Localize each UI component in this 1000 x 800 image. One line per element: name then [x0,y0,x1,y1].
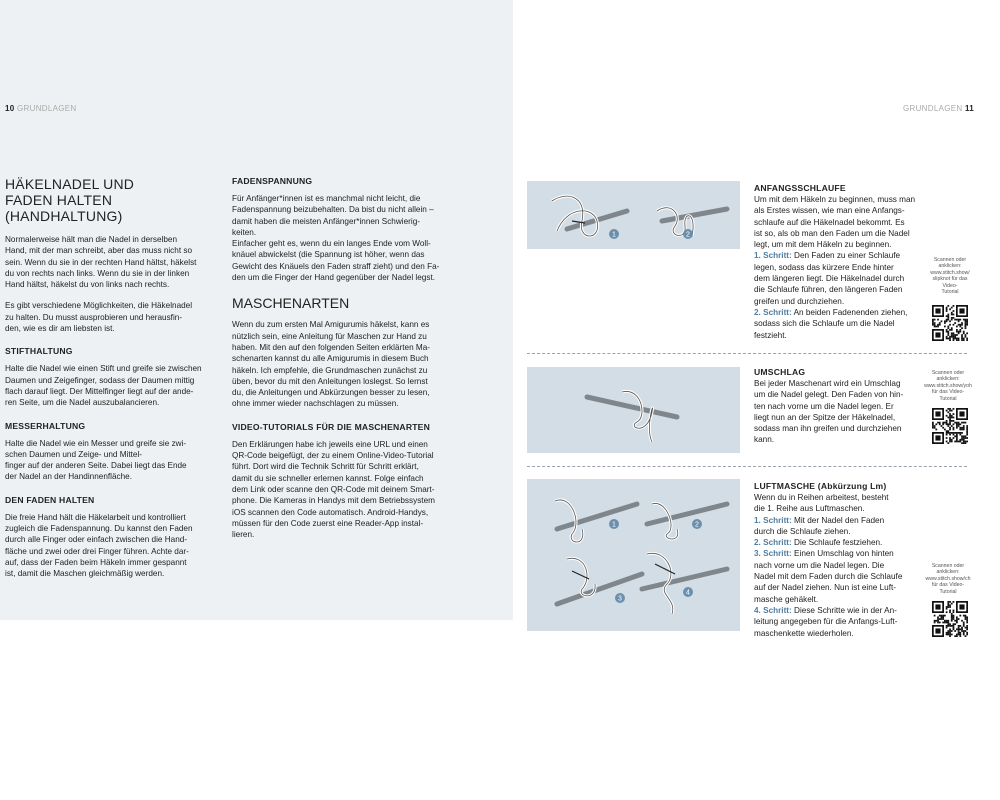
text-line: damit haben die meisten Anfänger*innen Schwierig- [232,216,420,226]
text-line: ten nach vorne um die Nadel legen. Er [754,401,894,411]
text-line: schlaufe auf die Häkelnadel bekommt. Es [754,217,905,227]
anfangsschlaufe-heading: ANFANGSSCHLAUFE [754,183,846,193]
text-line: ist, damit die Maschen gleichmäßig werden. [5,569,165,579]
text-line: dem längeren liegt. Die Häkelnadel durch [754,274,905,284]
text-line: iOS scannen den Code automatisch. Android-Handys, [232,507,429,517]
text-line: für das Video-Tutorial [931,582,965,595]
text-line: slipknot für das Video- [932,276,968,289]
paragraph [924,563,972,595]
text-line: nützlich sein, eine Anleitung für Maschen zur Hand zu [232,331,427,341]
page-title: HÄKELNADEL UND FADEN HALTEN (HANDHALTUNG) [5,176,135,224]
paragraph [5,363,220,408]
paragraph [924,370,972,402]
step-label: 1. Schritt: [754,515,792,525]
text-line: schen Daumen und Zeige- und Mittel- [5,449,142,459]
text-line: Wenn du zum ersten Mal Amigurumis häkelst, kann es [232,320,430,330]
messerhaltung-text [5,438,220,483]
paragraph [232,193,462,283]
text-line: für das Video-Tutorial [931,389,965,402]
left-folio [5,104,76,113]
anfangsschlaufe-section [754,183,929,341]
yarn-over-drawing [527,367,740,453]
messerhaltung-heading: MESSERHALTUNG [5,420,86,431]
text-line: sein. Wenn du sie in der rechten Hand hältst, häkelst [5,257,197,267]
text-line: finger auf der anderen Seite. Dabei liegt das Ende [5,461,187,471]
text-line: den, wie es dir am liebsten ist. [5,324,115,334]
step-label: 2. Schritt: [754,307,792,317]
qr-code-ch[interactable] [932,601,968,637]
paragraph [232,439,462,541]
umschlag-text [754,378,929,446]
svg-text:2: 2 [686,231,690,239]
text-line: masche gehäkelt. [754,594,819,604]
text-line: Einfacher geht es, wenn du ein langes Ende vom Woll- [232,239,431,249]
text-line: Normalerweise hält man die Nadel in derselben [5,235,178,244]
step-badge-2 [692,519,702,531]
text-line: Daumen und Zeigefinger, sodass der Daumen mittig [5,375,195,385]
text-line: fläche und zwei oder drei Finger führen. Achte dar- [5,546,189,556]
section-divider-2 [527,466,967,467]
text-line: Nadel mit dem Faden durch die Schlaufe [754,572,903,582]
text-line: um die Nadel gelegt. Den Faden von hin- [754,390,904,400]
text-line: Bei jeder Maschenart wird ein Umschlag [754,379,901,388]
text-line: du von rechts nach links. Wenn du sie in der linken [5,268,190,278]
text-line: sodass sich die Schlaufe um die Nadel [754,319,895,329]
text-line: keiten. [232,227,257,237]
step-label: 1. Schritt: [754,251,792,261]
anfangsschlaufe-illustration [527,181,740,249]
text-line: legt, um mit dem Häkeln zu beginnen. [754,240,892,250]
text-line: die Schlaufe führen, den längeren Faden [754,285,903,295]
text-line: greifen und durchziehen. [754,296,845,306]
text-line: ist so, als ob man den Faden um die Nadel [754,228,910,238]
text-line: schenarten kannst du alle Amigurumis in diesem Buch [232,354,429,364]
umschlag-heading: UMSCHLAG [754,367,806,377]
text-line: Halte die Nadel wie ein Messer und greife sie zwi- [5,438,187,448]
paragraph [5,234,220,290]
text-line: als Erstes wissen, wie man eine Anfangs- [754,206,905,216]
step-badge-1 [609,519,619,531]
right-page-number: 11 [964,104,975,113]
text-line: Um mit dem Häkeln zu beginnen, muss man [754,195,916,204]
text-line: flach darauf liegt. Der Mittelfinger liegt auf der ande- [5,386,194,396]
text-line: Die Schlaufe festziehen. [791,538,883,548]
luftmasche-section [754,481,929,639]
text-line: www.stitch.show/yoh [924,382,972,389]
text-line: Scannen oder anklicken: [931,563,965,576]
paragraph [5,512,220,580]
left-page-number: 10 [5,104,15,113]
text-line: Den Erklärungen habe ich jeweils eine URL und einen [232,439,428,449]
text-line: Den Faden zu einer Schlaufe [791,251,901,261]
chain-stitch-drawing [527,479,740,631]
text-line: Einen Umschlag von hinten [791,549,894,559]
slipknot-drawing [527,181,740,249]
text-line: auf, dass der Faden beim Häkeln immer gespannt [5,557,187,567]
text-line: An beiden Fadenenden ziehen, [791,307,908,317]
svg-text:1: 1 [612,521,616,529]
step-badge-1 [609,229,619,241]
text-line: den um die Finger der Hand gegenüber der Nadel legst. [232,273,435,283]
step-label: 2. Schritt: [754,538,792,548]
paragraph [754,492,929,639]
text-line: phone. Die Kameras in Handys mit dem Betriebssystem [232,496,435,506]
text-line: Gewicht des Knäuels den Faden straff zieht) und den Fa- [232,261,440,271]
luftmasche-text [754,492,929,639]
text-line: Wenn du in Reihen arbeitest, besteht [754,493,889,502]
right-running-head: GRUNDLAGEN [903,104,963,113]
step-badge-3 [615,593,625,605]
text-line: durch die Schlaufe ziehen. [754,526,851,536]
faden-halten-text [5,512,220,580]
text-line: der Nadel an der Handinnenfläche. [5,472,132,482]
text-line: üben, bevor du mit den Anleitungen loslegst. So lernst [232,376,428,386]
text-line: Hand hältst, häkelst du von links nach rechts. [5,280,170,290]
maschenarten-text [232,319,462,409]
text-line: festzieht. [754,330,787,340]
text-line: haben. Mit den auf den folgenden Seiten erklärten Ma- [232,342,430,352]
paragraph [5,300,220,334]
umschlag-illustration [527,367,740,453]
qr-note-slipknot [926,257,974,295]
text-line: maschenkette wiederholen. [754,628,854,638]
text-line: ren Seite, um die Nadel auszubalancieren. [5,398,160,408]
paragraph [754,194,929,341]
text-line: Die freie Hand hält die Häkelarbeit und kontrolliert [5,512,186,522]
left-column-1 [5,176,220,580]
paragraph [5,438,220,483]
text-line: zu halten. Du musst ausprobieren und herausfin- [5,312,183,322]
svg-text:1: 1 [612,231,616,239]
text-line: führt. Dort wird die Technik Schritt für Schritt erklärt, [232,462,419,472]
text-line: die 1. Reihe aus Luftmaschen. [754,504,865,514]
left-column-2 [232,176,462,540]
section-divider-1 [527,353,967,354]
faden-halten-heading: DEN FADEN HALTEN [5,494,95,505]
intro-paragraph-2 [5,300,220,334]
step-badge-4 [683,587,693,599]
text-line: Für Anfänger*innen ist es manchmal nicht leicht, die [232,194,421,203]
paragraph [754,378,929,446]
text-line: knäuel abwickelst (die Spannung ist höher, wenn das [232,250,425,260]
step-label: 3. Schritt: [754,549,792,559]
text-line: Mit der Nadel den Faden [791,515,885,525]
svg-text:3: 3 [618,595,622,603]
anfangsschlaufe-text [754,194,929,341]
umschlag-section [754,367,929,446]
text-line: www.stitch.show/ch [925,575,971,582]
luftmasche-illustration [527,479,740,631]
stifthaltung-heading: STIFTHALTUNG [5,346,73,357]
text-line: sodass man ihn greifen und durchziehen [754,424,902,434]
text-line: www.stitch.show/ [930,269,970,276]
text-line: durch alle Finger oder einfach zwischen die Hand- [5,535,188,545]
text-line: Diese Schritte wie in der An- [791,605,897,615]
text-line: leitung angegeben für die Anfangs-Luft- [754,617,898,627]
text-line: Tutorial [941,289,959,296]
text-line: Scannen oder anklicken: [933,257,967,270]
text-line: zugleich die Fadenspannung. Du kannst den Faden [5,524,193,534]
intro-paragraph-1 [5,234,220,290]
text-line: Halte die Nadel wie einen Stift und greife sie zwischen [5,364,202,374]
step-label: 4. Schritt: [754,605,792,615]
text-line: müssen für den Code zuerst eine Reader-App instal- [232,518,424,528]
text-line: auf der Nadel ziehen. Nun ist eine Luft- [754,583,897,593]
maschenarten-title: MASCHENARTEN [232,295,350,312]
text-line: Hand, mit der man schreibt, aber das muss nicht so [5,246,193,256]
qr-code-yoh[interactable] [932,408,968,444]
qr-note-ch [924,563,972,595]
text-line: dem Link oder scanne den QR-Code mit deinem Smart- [232,484,435,494]
text-line: damit du sie schneller erlernen kannst. Folge einfach [232,473,424,483]
fadenspannung-text [232,193,462,283]
text-line: kann. [754,435,775,445]
text-line: Fadenspannung beizubehalten. Da bist du nicht allein – [232,205,434,215]
paragraph [232,319,462,409]
text-line: Es gibt verschiedene Möglichkeiten, die Häkelnadel [5,301,193,311]
video-tutorials-text [232,439,462,541]
text-line: du, die Anleitungen und Abkürzungen besser zu lesen, [232,388,430,398]
stifthaltung-text [5,363,220,408]
paragraph [926,257,974,295]
text-line: Scannen oder anklicken: [931,370,965,383]
qr-note-yoh [924,370,972,402]
text-line: legen, sodass das kürzere Ende hinter [754,262,894,272]
right-folio [903,104,974,113]
svg-text:2: 2 [695,521,699,529]
qr-code-slipknot[interactable] [932,305,968,341]
step-badge-2 [683,229,693,241]
text-line: nach vorne um die Nadel legen. Die [754,560,885,570]
left-running-head: GRUNDLAGEN [17,104,77,113]
fadenspannung-heading: FADENSPANNUNG [232,176,313,186]
text-line: ohne immer wieder nachschlagen zu müssen. [232,399,399,409]
video-tutorials-heading: VIDEO-TUTORIALS FÜR DIE MASCHENARTEN [232,421,431,432]
text-line: QR-Code beigefügt, der zu einem Online-Video-Tutorial [232,451,434,461]
text-line: häkeln. Ich empfehle, die Grundmaschen zunächst zu [232,365,428,375]
luftmasche-heading: LUFTMASCHE (Abkürzung Lm) [754,481,887,491]
text-line: lieren. [232,530,255,540]
svg-text:4: 4 [686,589,690,597]
text-line: liegt nun an der Spitze der Häkelnadel, [754,412,896,422]
